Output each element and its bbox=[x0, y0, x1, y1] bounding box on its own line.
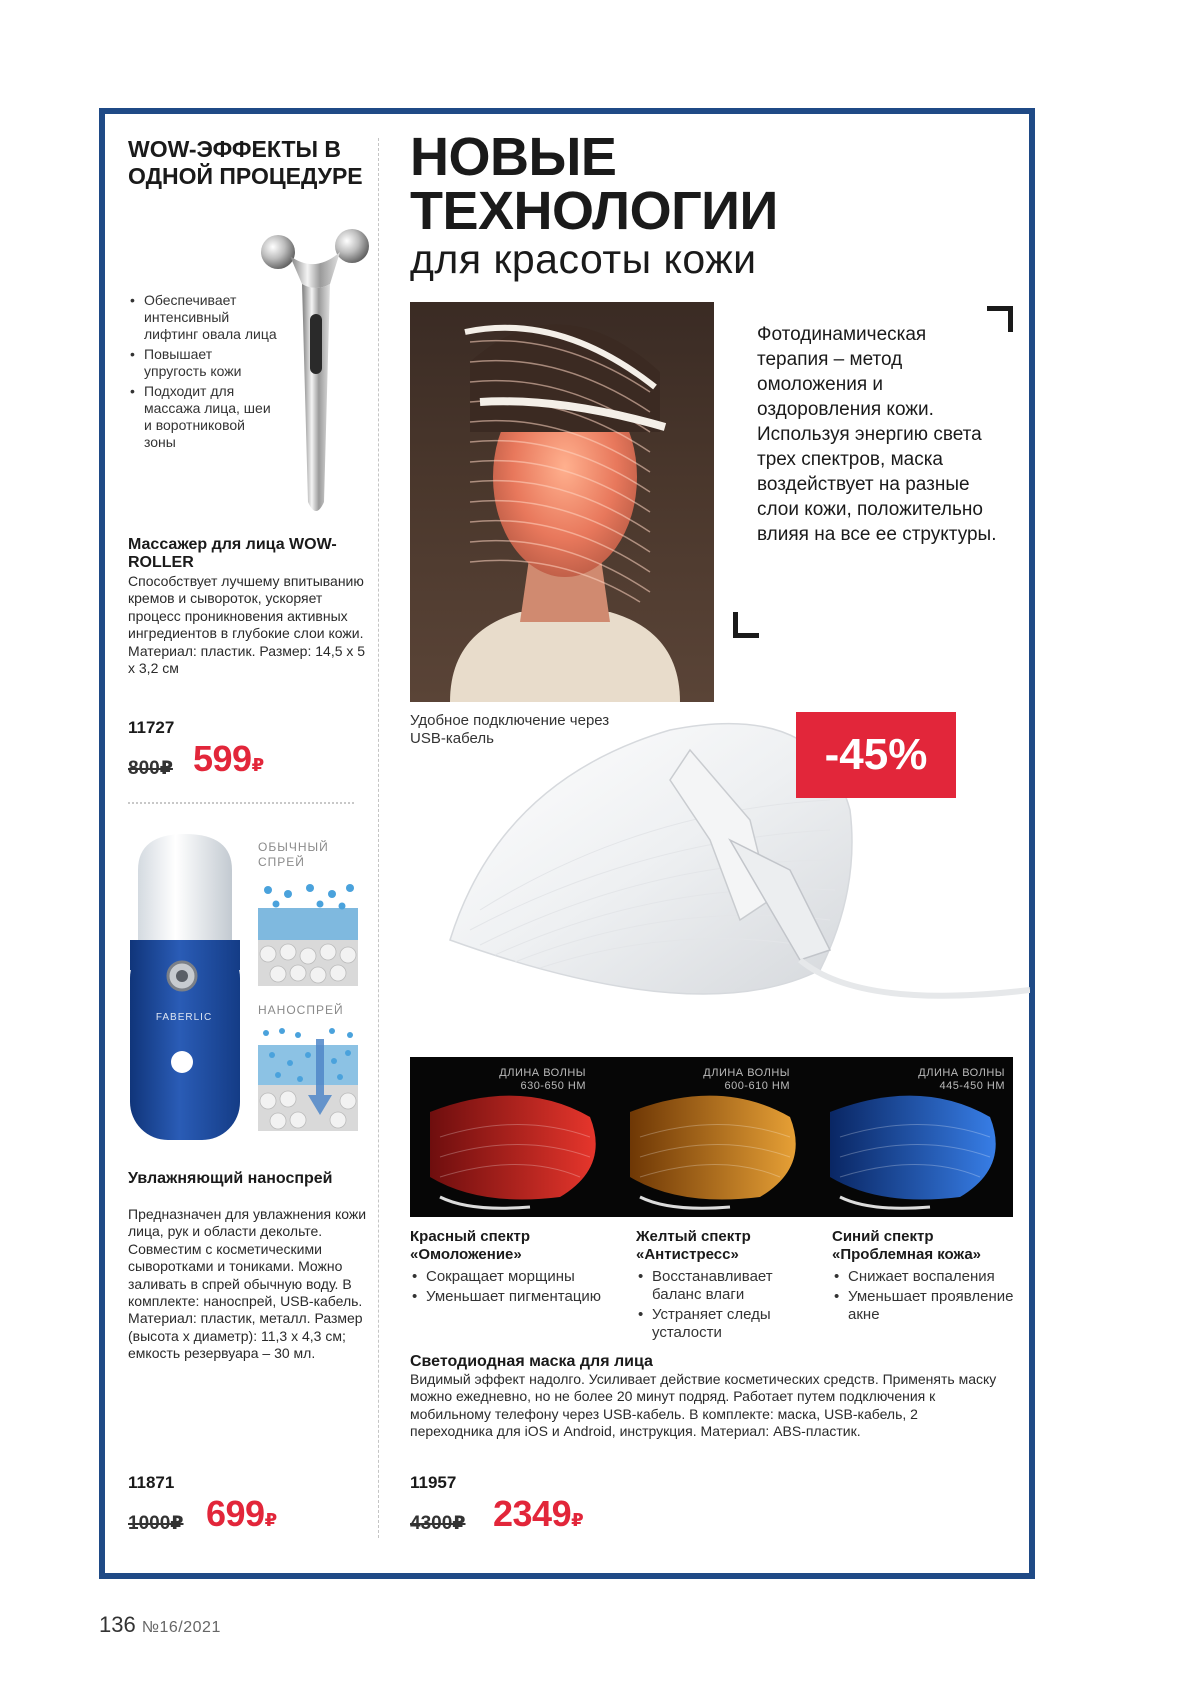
page-number: 136 bbox=[99, 1612, 136, 1637]
blue-mask-glow bbox=[830, 1096, 996, 1200]
spray-product-code: 11871 bbox=[128, 1473, 175, 1492]
model-with-led-mask-photo bbox=[410, 302, 714, 702]
yellow-mask-glow bbox=[630, 1096, 796, 1200]
list-item: • Снижает воспаления bbox=[832, 1268, 1032, 1286]
list-item: • Подходит для массажа лица, шеи и воротниковой зоны bbox=[128, 383, 278, 451]
wavelength-label-red: ДЛИНА ВОЛНЫ 630-650 НМ bbox=[499, 1067, 586, 1092]
regular-spray-label: ОБЫЧНЫЙ СПРЕЙ bbox=[258, 840, 329, 869]
spectrum-title: Желтый спектр «Антистресс» bbox=[636, 1228, 751, 1263]
spectrum-title: Красный спектр «Омоложение» bbox=[410, 1228, 531, 1263]
list-item: • Сокращает морщины bbox=[410, 1268, 610, 1286]
spray-old-price: 1000₽ bbox=[128, 1513, 184, 1534]
red-mask-glow bbox=[430, 1096, 596, 1200]
mask-product-name: Светодиодная маска для лица bbox=[410, 1353, 653, 1370]
discount-badge: -45% bbox=[796, 712, 956, 798]
mask-old-price: 4300₽ bbox=[410, 1513, 466, 1534]
section-divider bbox=[128, 802, 354, 804]
roller-new-price: 599₽ bbox=[193, 738, 264, 779]
main-headline: НОВЫЕ ТЕХНОЛОГИИ bbox=[410, 127, 778, 241]
mask-product-description: Видимый эффект надолго. Усиливает действие косметических средств. Применять маску можно ежедневно, но не более 20 минут подряд. Работает путем подключения к мобильному телефону через USB-кабель. В комплекте: маска, USB-кабель, 2 переходника для iOS и Android, инструкция. Материал: ABS-пластик. bbox=[410, 1371, 997, 1440]
list-item: • Восстанавливает баланс влаги bbox=[636, 1268, 816, 1304]
spray-new-price: 699₽ bbox=[206, 1493, 277, 1534]
regular-spray-skin-diagram bbox=[258, 880, 358, 986]
spray-product-description: Предназначен для увлажнения кожи лица, рук и области декольте. Совместим с косметическими сыворотками и тониками. Можно заливать в спрей обычную воду. В комплекте: наноспрей, USB-кабель. Материал: пластик, металл. Размер (высота х диаметр): 11,3 х 4,3 см; емкость резервуара – 30 мл. bbox=[128, 1206, 367, 1362]
wavelength-label-blue: ДЛИНА ВОЛНЫ 445-450 НМ bbox=[918, 1067, 1005, 1092]
spectrum-benefits bbox=[410, 1268, 610, 1306]
roller-old-price: 800₽ bbox=[128, 758, 173, 779]
spectrum-benefits bbox=[636, 1268, 816, 1342]
main-subheadline: для красоты кожи bbox=[410, 236, 757, 282]
nano-spray-label: НАНОСПРЕЙ bbox=[258, 1003, 344, 1017]
column-divider bbox=[378, 138, 379, 1538]
spectrum-benefits bbox=[832, 1268, 1032, 1324]
list-item: • Устраняет следы усталости bbox=[636, 1306, 816, 1342]
roller-product-name: Массажер для лица WOW-ROLLER bbox=[128, 536, 337, 571]
spectrum-blue-block bbox=[832, 1228, 1032, 1326]
roller-benefits-list bbox=[128, 292, 278, 454]
device-brand-label: FABERLIC bbox=[155, 1012, 213, 1023]
roller-section-title: WOW-ЭФФЕКТЫ В ОДНОЙ ПРОЦЕДУРЕ bbox=[128, 136, 363, 189]
nano-spray-skin-diagram bbox=[258, 1025, 358, 1131]
decorative-corner-bottom-left bbox=[733, 612, 759, 638]
spectrum-title: Синий спектр «Проблемная кожа» bbox=[832, 1228, 982, 1263]
list-item: • Уменьшает пигментацию bbox=[410, 1288, 610, 1306]
therapy-description: Фотодинамическая терапия – метод омоложения и оздоровления кожи. Используя энергию света трех спектров, маска воздействует на разные слои кожи, положительно влияя на все ее структуры. bbox=[757, 324, 997, 545]
list-item: • Повышает упругость кожи bbox=[128, 346, 278, 380]
roller-product-code: 11727 bbox=[128, 718, 175, 737]
list-item: • Уменьшает проявление акне bbox=[832, 1288, 1032, 1324]
list-item: • Обеспечивает интенсивный лифтинг овала лица bbox=[128, 292, 278, 343]
spray-product-name: Увлажняющий наноспрей bbox=[128, 1170, 333, 1187]
spectrum-red-block bbox=[410, 1228, 610, 1308]
mask-product-code: 11957 bbox=[410, 1473, 457, 1492]
light-spectrum-panel bbox=[410, 1057, 1013, 1217]
nano-spray-device-illustration bbox=[126, 830, 244, 1150]
spectrum-yellow-block bbox=[636, 1228, 816, 1344]
page-footer bbox=[99, 1612, 221, 1638]
usb-connection-note: Удобное подключение через USB-кабель bbox=[410, 712, 610, 747]
issue-number: №16/2021 bbox=[141, 1619, 221, 1636]
roller-product-description: Способствует лучшему впитыванию кремов и сывороток, ускоряет процесс проникновения активных ингредиентов в глубокие слои кожи. Материал: пластик. Размер: 14,5 х 5 х 3,2 см bbox=[128, 573, 366, 677]
mask-new-price: 2349₽ bbox=[493, 1493, 584, 1534]
wavelength-label-yellow: ДЛИНА ВОЛНЫ 600-610 НМ bbox=[703, 1067, 790, 1092]
